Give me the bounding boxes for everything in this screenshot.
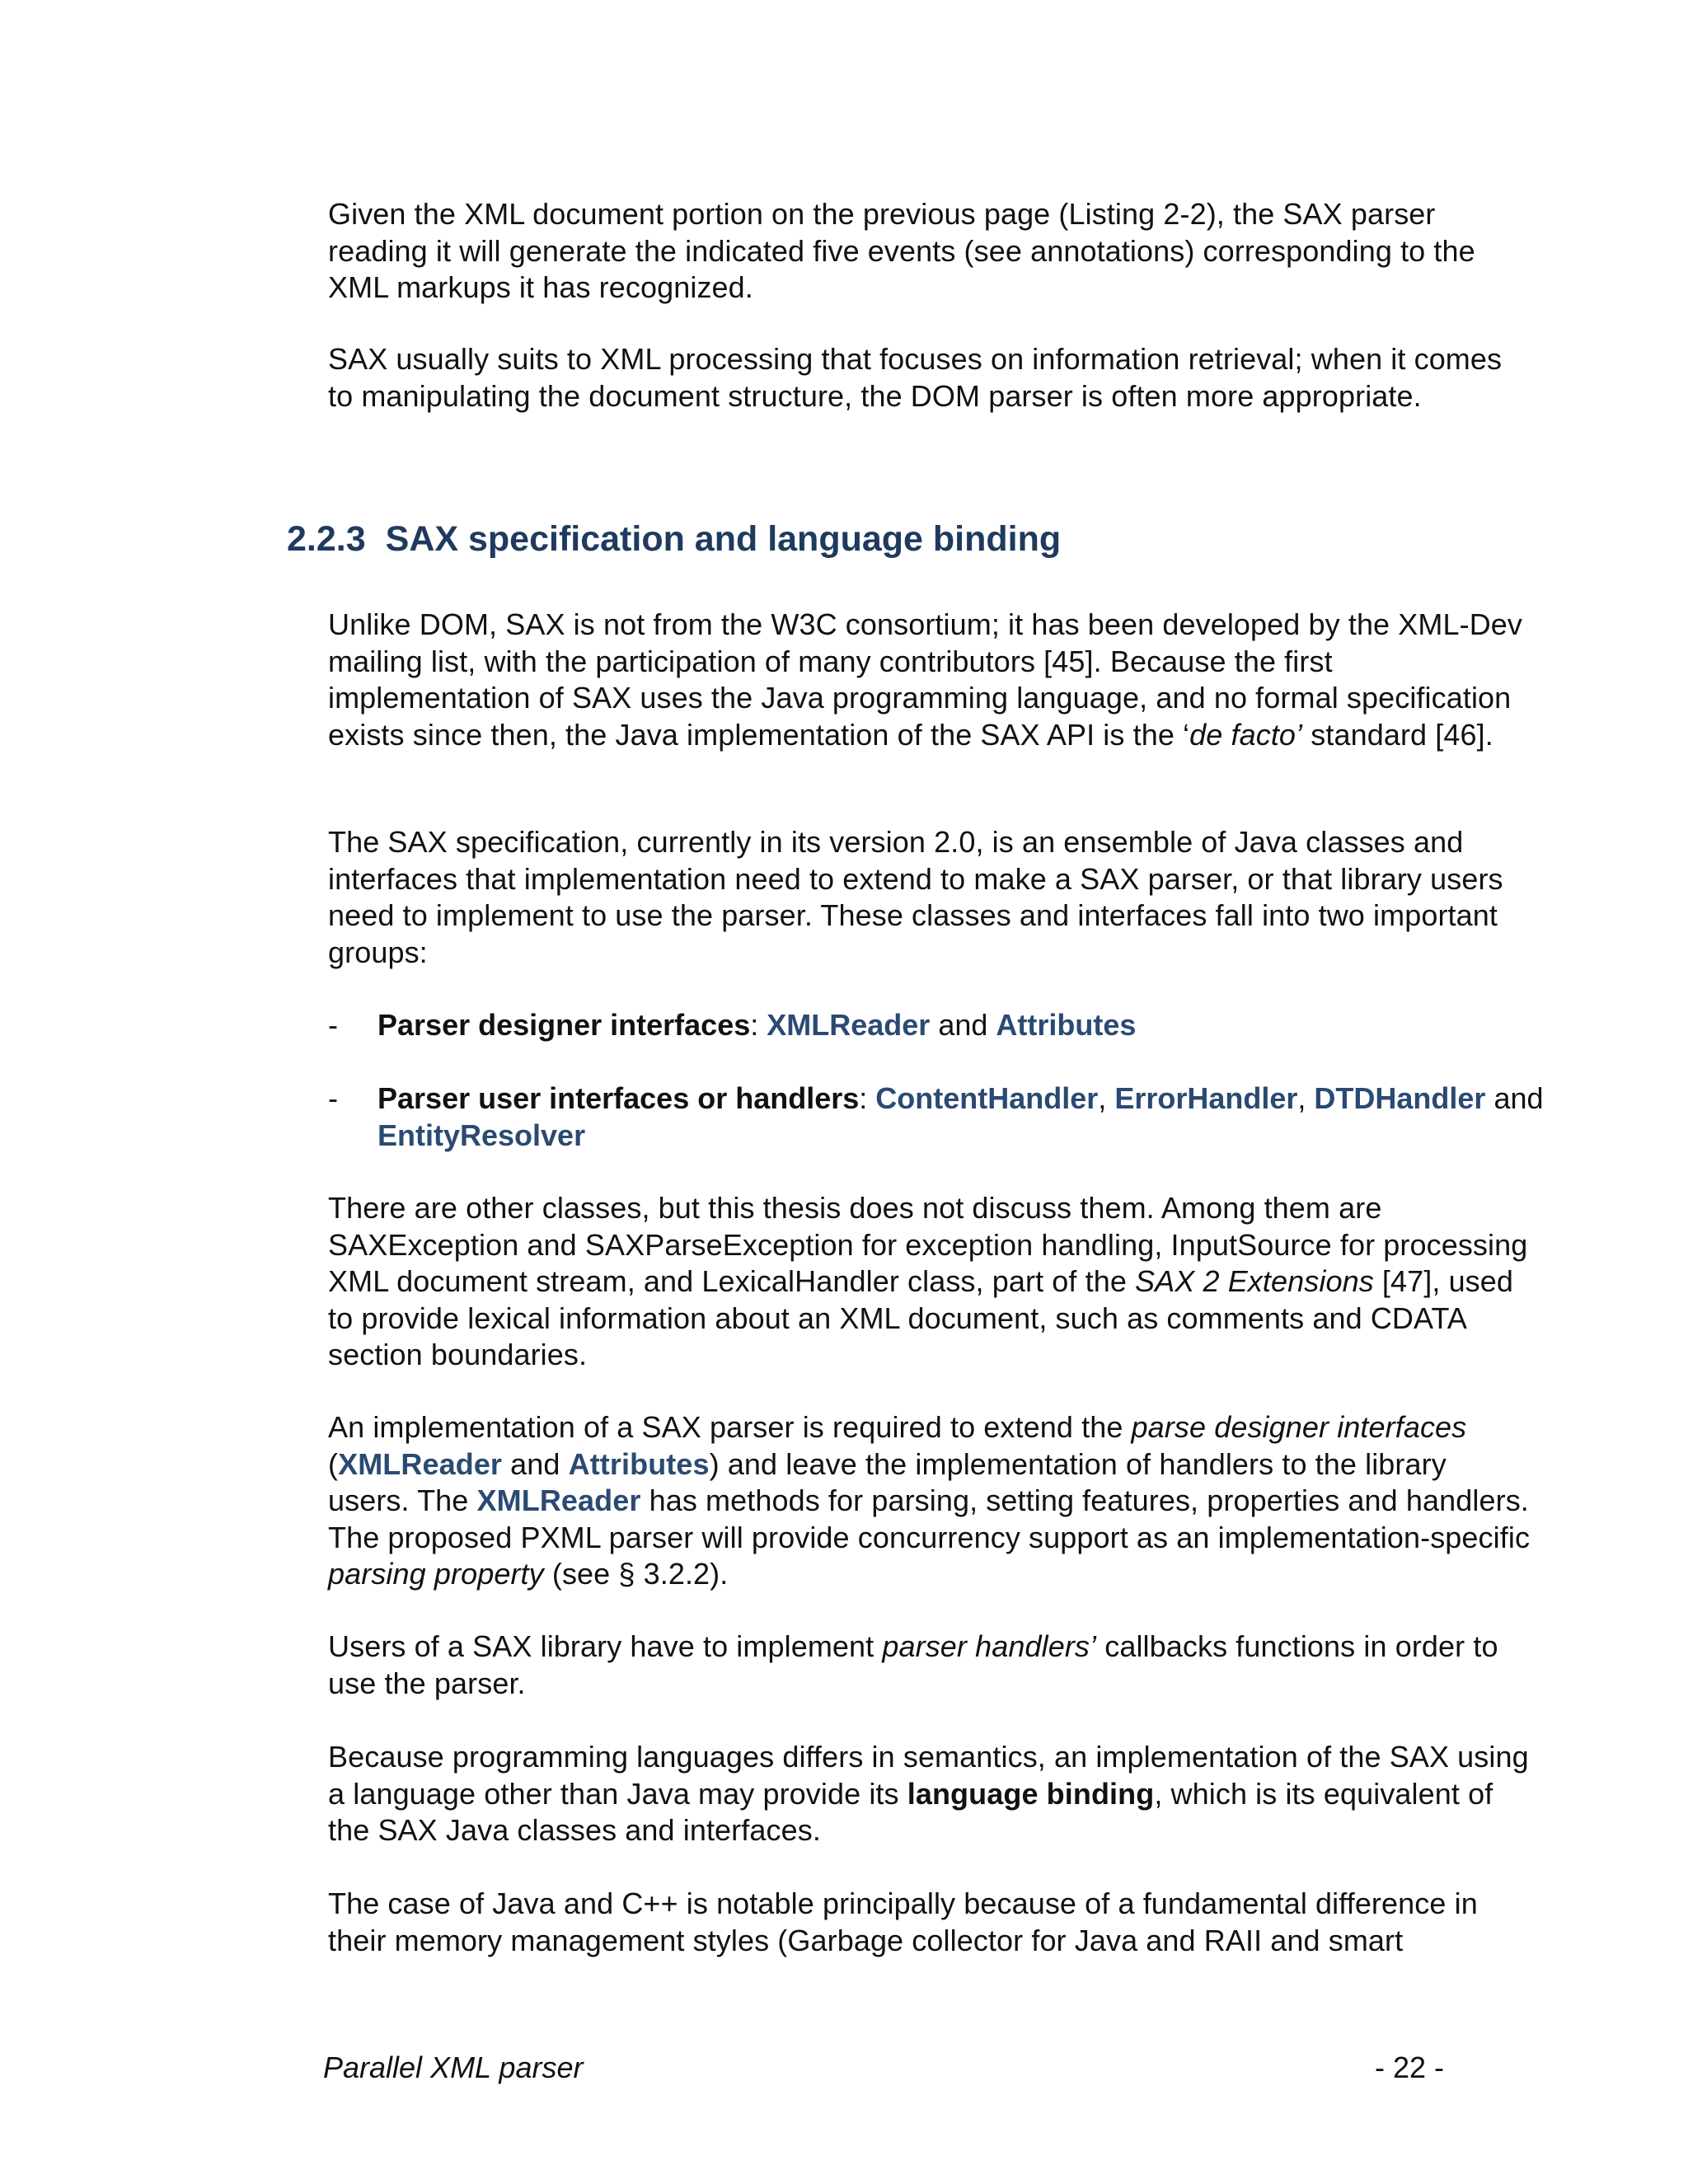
paragraph-sax-events: Given the XML document portion on the previous page (Listing 2-2), the SAX parser reading it will generate the indicated five events (see annotations) corresponding to the XML markups it has recognized. — [328, 197, 1475, 304]
text-run: Unlike DOM, SAX is not from the W3C consortium; it has been developed by the XML-Dev mailing list, with the participation of many contributors [45]. Because the first implementation of SAX uses the Java programming language, and no formal specification exists since then, the Java implementation of the SAX API is the ‘ — [328, 607, 1523, 752]
italic-run: parse designer interfaces — [1131, 1410, 1467, 1444]
class-name: Attributes — [996, 1008, 1137, 1042]
section-heading — [287, 518, 1061, 560]
bold-run: language binding — [907, 1776, 1155, 1811]
paragraph-other-classes — [328, 1190, 1531, 1374]
separator: , — [1098, 1081, 1115, 1115]
section-number: 2.2.3 — [287, 519, 366, 559]
separator: , — [1297, 1081, 1315, 1115]
text-run: ) and leave the implementation of handlers to the library users. The — [328, 1446, 1447, 1517]
text-run: An implementation of a SAX parser is required to extend the — [328, 1410, 1132, 1444]
separator: and — [1485, 1081, 1544, 1115]
text-run: and — [502, 1446, 569, 1481]
section-title: SAX specification and language binding — [385, 519, 1062, 559]
separator: : — [750, 1008, 767, 1042]
italic-run: SAX 2 Extensions — [1135, 1264, 1374, 1298]
class-name: ContentHandler — [875, 1081, 1099, 1115]
separator: and — [930, 1008, 996, 1042]
italic-run: parsing property — [328, 1557, 544, 1591]
class-name: Attributes — [568, 1446, 710, 1481]
paragraph-language-binding — [328, 1739, 1531, 1849]
separator: : — [859, 1081, 876, 1115]
text-run: (see § 3.2.2). — [543, 1557, 729, 1591]
page-number: - 22 - — [1375, 2050, 1445, 2084]
list-item-label: Parser user interfaces or handlers — [377, 1081, 860, 1115]
class-name: XMLReader — [476, 1483, 641, 1517]
paragraph-sax-origin — [328, 607, 1531, 753]
class-name: ErrorHandler — [1114, 1081, 1298, 1115]
text-run: has methods for parsing, setting features, properties and handlers. The proposed PXML parser will provide concurrency support as an implementation-specific — [328, 1483, 1531, 1554]
paragraph-sax-suitability: SAX usually suits to XML processing that focuses on information retrieval; when it comes to manipulating the document structure, the DOM parser is often more appropriate. — [328, 342, 1503, 413]
text-run: , which is its equivalent of the SAX Java classes and interfaces. — [328, 1776, 1493, 1847]
paragraph-library-users — [328, 1629, 1531, 1702]
text-run: [47], used to provide lexical information about an XML document, such as comments and CDATA section boundaries. — [328, 1264, 1514, 1371]
class-name: XMLReader — [767, 1008, 931, 1042]
footer-title: Parallel XML parser — [323, 2050, 584, 2084]
text-run: Users of a SAX library have to implement — [328, 1629, 883, 1663]
italic-run: de facto’ — [1189, 717, 1303, 752]
list-item-parser-user — [328, 1080, 1548, 1154]
text-run: standard [46]. — [1302, 717, 1493, 752]
list-item-text — [377, 1080, 1548, 1154]
list-item-label: Parser designer interfaces — [377, 1008, 751, 1042]
italic-run: parser handlers’ — [882, 1629, 1097, 1663]
bullet-dash: - — [328, 1081, 338, 1115]
paragraph-implementation — [328, 1409, 1531, 1593]
class-name: DTDHandler — [1314, 1081, 1486, 1115]
class-name: EntityResolver — [377, 1118, 586, 1152]
paragraph-sax-specification: The SAX specification, currently in its version 2.0, is an ensemble of Java classes and interfaces that implementation need to extend to make a SAX parser, or that library users need to implement to use the parser. These classes and interfaces fall into two important groups: — [328, 825, 1503, 969]
text-run: Because programming languages differs in semantics, an implementation of the SAX using a language other than Java may provide its — [328, 1740, 1529, 1811]
text-run: ( — [328, 1446, 339, 1481]
text-run: There are other classes, but this thesis does not discuss them. Among them are SAXException and SAXParseException for exception handling, InputSource for processing XML document stream, and LexicalHandler class, part of the — [328, 1191, 1528, 1298]
list-item-text — [377, 1007, 1548, 1044]
list-item-parser-designer — [328, 1007, 1548, 1044]
class-name: XMLReader — [338, 1446, 503, 1481]
bullet-dash: - — [328, 1008, 338, 1042]
paragraph-java-cpp: The case of Java and C++ is notable principally because of a fundamental difference in their memory management styles (Garbage collector for Java and RAII and smart — [328, 1886, 1478, 1957]
text-run: callbacks functions in order to use the parser. — [328, 1629, 1498, 1700]
